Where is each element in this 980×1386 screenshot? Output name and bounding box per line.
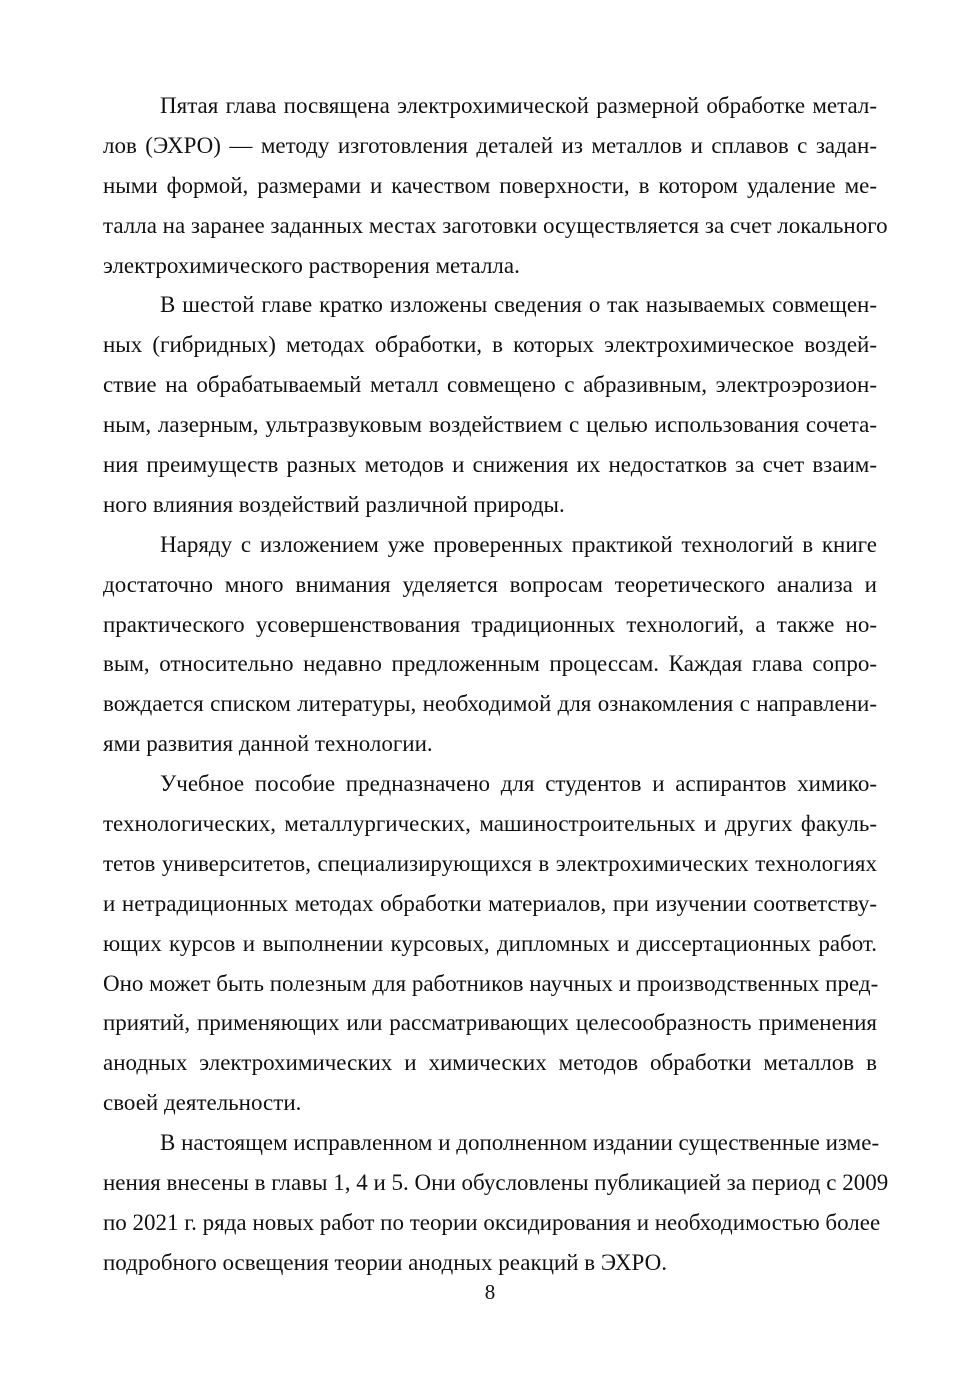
text-line: приятий, применяющих или рассматривающих целесообразность применения [103,1010,877,1036]
text-line: ющих курсов и выполнении курсовых, дипломных и диссертационных работ. [103,930,877,956]
text-line: достаточно много внимания уделяется вопросам теоретического анализа и [103,571,877,597]
text-line: талла на заранее заданных местах заготовки осуществляется за счет локального [103,212,888,238]
text-line: технологических, металлургических, машиностроительных и других факуль- [103,811,877,837]
text-line: вым, относительно недавно предложенным процессам. Каждая глава сопро- [103,651,877,677]
text-line: Оно может быть полезным для работников научных и производственных пред- [103,970,879,996]
text-line: подробного освещения теории анодных реакций в ЭХРО. [103,1249,667,1275]
text-line: В настоящем исправленном и дополненном издании существенные изме- [160,1130,880,1156]
text-line: Пятая глава посвящена электрохимической размерной обработке метал- [160,93,877,118]
text-line: ния преимуществ разных методов и снижения их недостатков за счет взаим- [103,452,877,478]
text-line: ных (гибридных) методах обработки, в которых электрохимическое воздей- [103,332,877,358]
text-line: ями развития данной технологии. [103,731,433,757]
text-line: В шестой главе кратко изложены сведения о так называемых совмещен- [160,292,877,318]
text-line: ного влияния воздействий различной природы. [103,491,565,517]
text-line: лов (ЭХРО) — методу изготовления деталей из металлов и сплавов с задан- [103,132,877,158]
text-line: своей деятельности. [103,1090,302,1116]
text-line: ным, лазерным, ультразвуковым воздействием с целью использования сочета- [103,412,877,438]
text-line: нения внесены в главы 1, 4 и 5. Они обусловлены публикацией за период с 2009 [103,1170,889,1196]
page-number: 8 [484,1280,496,1304]
paragraph-book-focus [103,525,877,764]
text-line: ствие на обрабатываемый металл совмещено с абразивным, электроэрозион- [103,372,877,398]
paragraph-chapter-6 [103,285,877,524]
text-line: Наряду с изложением уже проверенных практикой технологий в книге [160,531,877,557]
text-line: электрохимического растворения металла. [103,252,520,278]
text-line: практического усовершенствования традиционных технологий, а также но- [103,611,877,637]
text-line: вождается списком литературы, необходимой для ознакомления с направлени- [103,691,877,717]
text-line: и нетрадиционных методах обработки материалов, при изучении соответству- [103,890,877,916]
text-line: тетов университетов, специализирующихся в электрохимических технологиях [103,850,877,876]
text-line: ными формой, размерами и качеством поверхности, в котором удаление ме- [103,172,877,198]
text-line: Учебное пособие предназначено для студентов и аспирантов химико- [160,771,877,797]
text-line: по 2021 г. ряда новых работ по теории оксидирования и необходимостью более [103,1209,881,1235]
paragraph-edition-notes [103,1123,889,1283]
body-text [103,86,889,1283]
paragraph-audience [103,764,877,1123]
text-line: анодных электрохимических и химических методов обработки металлов в [103,1050,877,1076]
paragraph-chapter-5 [103,86,888,285]
